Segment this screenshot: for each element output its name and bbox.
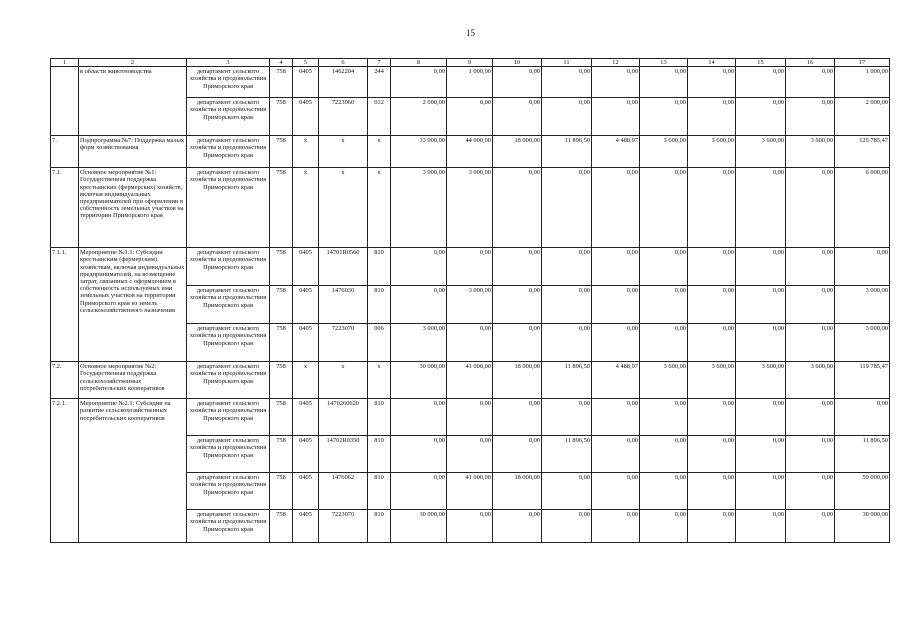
value-cell: 0,00 — [786, 286, 835, 324]
code-ministry: 758 — [270, 136, 293, 168]
value-cell: 30 000,00 — [391, 362, 447, 399]
row-number: 7.1. — [51, 168, 79, 248]
value-cell: 0,00 — [688, 473, 736, 510]
row-number: 7.2.1. — [51, 399, 79, 543]
value-cell: 30 000,00 — [391, 510, 447, 543]
value-cell: 0,00 — [786, 168, 835, 248]
value-cell: 0,00 — [542, 286, 592, 324]
code-section: 0405 — [293, 399, 319, 436]
value-cell: 0,00 — [786, 473, 835, 510]
value-cell: 0,00 — [835, 399, 890, 436]
value-cell: 3 000,00 — [447, 168, 493, 248]
value-cell: 0,00 — [391, 399, 447, 436]
department-cell: департамент сельского хозяйства и продовольствия Приморского края — [187, 399, 270, 436]
value-cell: 0,00 — [592, 248, 640, 286]
value-cell: 0,00 — [736, 248, 786, 286]
value-cell: 0,00 — [447, 399, 493, 436]
department-cell: департамент сельского хозяйства и продовольствия Приморского края — [187, 168, 270, 248]
value-cell: 0,00 — [391, 436, 447, 473]
value-cell: 0,00 — [736, 67, 786, 98]
code-target: 1476030 — [319, 286, 368, 324]
column-header: 16 — [786, 59, 835, 67]
value-cell: 0,00 — [592, 399, 640, 436]
column-header: 6 — [319, 59, 368, 67]
row-number: 7.1.1. — [51, 248, 79, 362]
table-row — [51, 248, 890, 286]
value-cell: 4 488,97 — [592, 362, 640, 399]
code-target: 14702R0350 — [319, 436, 368, 473]
code-expense-type: 810 — [368, 473, 391, 510]
value-cell: 2 000,00 — [835, 98, 890, 136]
value-cell: 119 785,47 — [835, 362, 890, 399]
value-cell: 0,00 — [640, 248, 688, 286]
code-section: 0405 — [293, 324, 319, 362]
value-cell: 3 600,00 — [688, 362, 736, 399]
department-cell: департамент сельского хозяйства и продовольствия Приморского края — [187, 362, 270, 399]
code-ministry: 758 — [270, 324, 293, 362]
value-cell: 0,00 — [391, 286, 447, 324]
value-cell: 3 000,00 — [391, 168, 447, 248]
department-cell: департамент сельского хозяйства и продовольствия Приморского края — [187, 473, 270, 510]
value-cell: 41 000,00 — [447, 362, 493, 399]
code-target: 1476062 — [319, 473, 368, 510]
code-target: 7223070 — [319, 510, 368, 543]
value-cell: 0,00 — [640, 168, 688, 248]
column-header: 4 — [270, 59, 293, 67]
column-header: 8 — [391, 59, 447, 67]
code-expense-type: 810 — [368, 248, 391, 286]
department-cell: департамент сельского хозяйства и продовольствия Приморского края — [187, 67, 270, 98]
table-row — [51, 399, 890, 436]
code-expense-type: х — [368, 136, 391, 168]
column-header: 2 — [79, 59, 187, 67]
value-cell: 0,00 — [592, 510, 640, 543]
code-section: х — [293, 362, 319, 399]
value-cell: 6 000,00 — [835, 168, 890, 248]
value-cell: 30 000,00 — [835, 510, 890, 543]
column-header: 13 — [640, 59, 688, 67]
department-cell: департамент сельского хозяйства и продовольствия Приморского края — [187, 136, 270, 168]
row-name: Подпрограмма №7: Поддержка малых форм хозяйствования — [79, 136, 187, 168]
code-expense-type: 244 — [368, 67, 391, 98]
value-cell: 3 000,00 — [447, 286, 493, 324]
value-cell: 2 000,00 — [391, 98, 447, 136]
code-target: 14701R0560 — [319, 248, 368, 286]
code-expense-type: х — [368, 362, 391, 399]
value-cell: 0,00 — [640, 67, 688, 98]
value-cell: 0,00 — [688, 324, 736, 362]
value-cell: 3 000,00 — [835, 324, 890, 362]
code-ministry: 758 — [270, 473, 293, 510]
code-ministry: 758 — [270, 399, 293, 436]
row-name: Основное мероприятие №1: Государственная поддержка крестьянских (фермерских) хозяйств, включая индивидуальных предпринимателей при оформлении в собственность земельных участков на территории Приморского края — [79, 168, 187, 248]
value-cell: 3 600,00 — [736, 136, 786, 168]
code-expense-type: 810 — [368, 286, 391, 324]
code-section: 0405 — [293, 473, 319, 510]
department-cell: департамент сельского хозяйства и продовольствия Приморского края — [187, 436, 270, 473]
value-cell: 0,00 — [493, 399, 542, 436]
value-cell: 0,00 — [493, 248, 542, 286]
code-ministry: 758 — [270, 248, 293, 286]
value-cell: 0,00 — [786, 436, 835, 473]
row-name: в области животноводства — [79, 67, 187, 136]
value-cell: 0,00 — [592, 286, 640, 324]
column-header: 12 — [592, 59, 640, 67]
table-row — [51, 168, 890, 248]
column-header: 17 — [835, 59, 890, 67]
value-cell: 0,00 — [786, 399, 835, 436]
value-cell: 0,00 — [688, 67, 736, 98]
value-cell: 3 600,00 — [640, 362, 688, 399]
code-target: х — [319, 168, 368, 248]
column-header: 15 — [736, 59, 786, 67]
value-cell: 0,00 — [736, 324, 786, 362]
value-cell: 0,00 — [640, 324, 688, 362]
column-header: 10 — [493, 59, 542, 67]
value-cell: 33 000,00 — [391, 136, 447, 168]
code-expense-type: 810 — [368, 399, 391, 436]
department-cell: департамент сельского хозяйства и продовольствия Приморского края — [187, 248, 270, 286]
code-expense-type: х — [368, 168, 391, 248]
code-target: х — [319, 136, 368, 168]
value-cell: 18 000,00 — [493, 362, 542, 399]
value-cell: 0,00 — [640, 436, 688, 473]
value-cell: 0,00 — [391, 248, 447, 286]
value-cell: 0,00 — [542, 98, 592, 136]
header-row — [51, 59, 890, 67]
value-cell: 0,00 — [835, 248, 890, 286]
value-cell: 0,00 — [391, 473, 447, 510]
value-cell: 0,00 — [786, 98, 835, 136]
value-cell: 11 896,50 — [542, 436, 592, 473]
value-cell: 0,00 — [493, 436, 542, 473]
value-cell: 18 000,00 — [493, 136, 542, 168]
code-expense-type: 810 — [368, 436, 391, 473]
value-cell: 0,00 — [736, 436, 786, 473]
value-cell: 3 600,00 — [786, 136, 835, 168]
code-section: х — [293, 168, 319, 248]
code-target: х — [319, 362, 368, 399]
table-row — [51, 67, 890, 98]
table-row — [51, 362, 890, 399]
value-cell: 0,00 — [736, 510, 786, 543]
value-cell: 0,00 — [447, 510, 493, 543]
code-ministry: 758 — [270, 510, 293, 543]
value-cell: 59 000,00 — [835, 473, 890, 510]
value-cell: 0,00 — [786, 510, 835, 543]
value-cell: 0,00 — [542, 248, 592, 286]
column-header: 11 — [542, 59, 592, 67]
department-cell: департамент сельского хозяйства и продовольствия Приморского края — [187, 286, 270, 324]
value-cell: 0,00 — [542, 168, 592, 248]
value-cell: 3 600,00 — [688, 136, 736, 168]
value-cell: 3 600,00 — [640, 136, 688, 168]
code-ministry: 758 — [270, 168, 293, 248]
value-cell: 0,00 — [592, 324, 640, 362]
code-section: 0405 — [293, 98, 319, 136]
row-name: Мероприятие №2.1: Субсидии на развитие сельскохозяйственных потребительских кооперативов — [79, 399, 187, 543]
value-cell: 0,00 — [736, 168, 786, 248]
value-cell: 0,00 — [736, 98, 786, 136]
value-cell: 3 000,00 — [835, 286, 890, 324]
code-expense-type: 012 — [368, 98, 391, 136]
code-section: 0405 — [293, 286, 319, 324]
code-section: 0405 — [293, 67, 319, 98]
department-cell: департамент сельского хозяйства и продовольствия Приморского края — [187, 98, 270, 136]
value-cell: 0,00 — [640, 473, 688, 510]
value-cell: 0,00 — [592, 473, 640, 510]
value-cell: 0,00 — [592, 168, 640, 248]
code-target: 1470260620 — [319, 399, 368, 436]
value-cell: 0,00 — [493, 67, 542, 98]
row-number: 7.2. — [51, 362, 79, 399]
value-cell: 0,00 — [493, 168, 542, 248]
value-cell: 0,00 — [447, 324, 493, 362]
value-cell: 4 488,97 — [592, 136, 640, 168]
value-cell: 0,00 — [736, 473, 786, 510]
value-cell: 0,00 — [688, 436, 736, 473]
code-section: 0405 — [293, 436, 319, 473]
value-cell: 0,00 — [736, 399, 786, 436]
column-header: 5 — [293, 59, 319, 67]
value-cell: 18 000,00 — [493, 473, 542, 510]
value-cell: 0,00 — [688, 98, 736, 136]
column-header: 7 — [368, 59, 391, 67]
value-cell: 0,00 — [786, 248, 835, 286]
value-cell: 0,00 — [592, 67, 640, 98]
row-number — [51, 67, 79, 136]
department-cell: департамент сельского хозяйства и продовольствия Приморского края — [187, 510, 270, 543]
value-cell: 0,00 — [640, 510, 688, 543]
code-ministry: 758 — [270, 98, 293, 136]
code-target: 7223070 — [319, 324, 368, 362]
value-cell: 0,00 — [688, 510, 736, 543]
value-cell: 0,00 — [493, 510, 542, 543]
code-target: 1462204 — [319, 67, 368, 98]
value-cell: 0,00 — [493, 324, 542, 362]
value-cell: 1 000,00 — [835, 67, 890, 98]
value-cell: 0,00 — [447, 436, 493, 473]
row-name: Мероприятие №1.1: Субсидии крестьянским (фермерским) хозяйствам, включая индивидуальных предпринимателей, на возмещение затрат, связанных с оформлением в собственность используемых ими земельных участков на территории Приморского края из земель сельскохозяйственного назначения — [79, 248, 187, 362]
column-header: 9 — [447, 59, 493, 67]
department-cell: департамент сельского хозяйства и продовольствия Приморского края — [187, 324, 270, 362]
value-cell: 125 785,47 — [835, 136, 890, 168]
column-header: 14 — [688, 59, 736, 67]
value-cell: 0,00 — [736, 286, 786, 324]
value-cell: 0,00 — [688, 168, 736, 248]
value-cell: 41 000,00 — [447, 473, 493, 510]
value-cell: 0,00 — [640, 399, 688, 436]
code-section: х — [293, 136, 319, 168]
code-ministry: 758 — [270, 286, 293, 324]
value-cell: 11 896,50 — [542, 136, 592, 168]
value-cell: 0,00 — [640, 98, 688, 136]
value-cell: 0,00 — [786, 324, 835, 362]
table-row — [51, 136, 890, 168]
value-cell: 3 000,00 — [391, 324, 447, 362]
value-cell: 0,00 — [592, 98, 640, 136]
value-cell: 0,00 — [542, 510, 592, 543]
value-cell: 0,00 — [493, 98, 542, 136]
value-cell: 0,00 — [542, 473, 592, 510]
code-section: 0405 — [293, 248, 319, 286]
value-cell: 0,00 — [688, 399, 736, 436]
code-ministry: 758 — [270, 67, 293, 98]
code-expense-type: 006 — [368, 324, 391, 362]
page-number: 15 — [466, 28, 475, 38]
value-cell: 11 896,50 — [835, 436, 890, 473]
value-cell: 3 600,00 — [786, 362, 835, 399]
budget-table — [50, 58, 890, 543]
code-ministry: 758 — [270, 436, 293, 473]
value-cell: 11 896,50 — [542, 362, 592, 399]
code-ministry: 758 — [270, 362, 293, 399]
code-section: 0405 — [293, 510, 319, 543]
value-cell: 3 600,00 — [736, 362, 786, 399]
value-cell: 0,00 — [542, 67, 592, 98]
value-cell: 0,00 — [542, 324, 592, 362]
row-name: Основное мероприятие №2: Государственная поддержка сельскохозяйственных потребительских кооперативов — [79, 362, 187, 399]
value-cell: 0,00 — [391, 67, 447, 98]
value-cell: 44 000,00 — [447, 136, 493, 168]
value-cell: 0,00 — [493, 286, 542, 324]
value-cell: 0,00 — [447, 248, 493, 286]
row-number: 7. — [51, 136, 79, 168]
column-header: 3 — [187, 59, 270, 67]
value-cell: 0,00 — [447, 98, 493, 136]
value-cell: 0,00 — [786, 67, 835, 98]
value-cell: 1 000,00 — [447, 67, 493, 98]
value-cell: 0,00 — [640, 286, 688, 324]
code-target: 7223060 — [319, 98, 368, 136]
value-cell: 0,00 — [542, 399, 592, 436]
code-expense-type: 810 — [368, 510, 391, 543]
value-cell: 0,00 — [688, 248, 736, 286]
value-cell: 0,00 — [592, 436, 640, 473]
value-cell: 0,00 — [688, 286, 736, 324]
column-header: 1 — [51, 59, 79, 67]
